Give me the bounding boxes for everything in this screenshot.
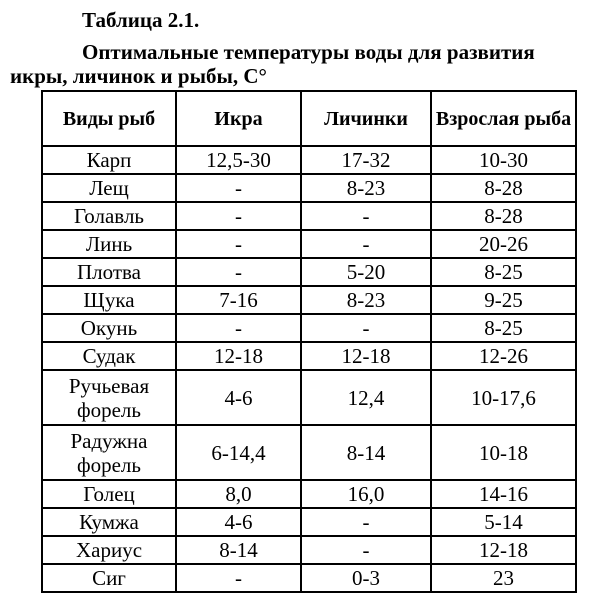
cell-larvae: -: [301, 508, 431, 536]
table-header-row: [42, 91, 576, 146]
cell-larvae: -: [301, 230, 431, 258]
cell-species: Радужна форель: [42, 425, 176, 480]
table-row: [42, 508, 576, 536]
header-species: Виды рыб: [42, 91, 176, 146]
cell-adult: 20-26: [431, 230, 576, 258]
cell-larvae: 16,0: [301, 480, 431, 508]
cell-larvae: -: [301, 202, 431, 230]
cell-larvae: 8-23: [301, 286, 431, 314]
header-larvae: Личинки: [301, 91, 431, 146]
cell-larvae: 12,4: [301, 370, 431, 425]
cell-species: Плотва: [42, 258, 176, 286]
cell-eggs: -: [176, 258, 301, 286]
table-row: [42, 146, 576, 174]
caption-title-line1: Оптимальные температуры воды для развития: [82, 40, 535, 64]
cell-eggs: 6-14,4: [176, 425, 301, 480]
cell-species: Голавль: [42, 202, 176, 230]
cell-adult: 9-25: [431, 286, 576, 314]
table-row: [42, 370, 576, 425]
cell-eggs: 12-18: [176, 342, 301, 370]
table-row: [42, 174, 576, 202]
cell-larvae: -: [301, 536, 431, 564]
cell-larvae: 0-3: [301, 564, 431, 592]
cell-larvae: 17-32: [301, 146, 431, 174]
caption-number: Таблица 2.1.: [82, 8, 200, 32]
cell-species: Ручьевая форель: [42, 370, 176, 425]
cell-eggs: 12,5-30: [176, 146, 301, 174]
table-row: [42, 230, 576, 258]
header-adult: [431, 91, 576, 146]
table-row: [42, 258, 576, 286]
header-eggs: Икра: [176, 91, 301, 146]
cell-adult: 8-25: [431, 314, 576, 342]
cell-adult: 8-28: [431, 174, 576, 202]
cell-adult: 14-16: [431, 480, 576, 508]
table-row: [42, 564, 576, 592]
cell-eggs: -: [176, 314, 301, 342]
table-row: [42, 536, 576, 564]
cell-eggs: 4-6: [176, 370, 301, 425]
cell-adult: 8-28: [431, 202, 576, 230]
cell-eggs: 7-16: [176, 286, 301, 314]
cell-eggs: 4-6: [176, 508, 301, 536]
cell-adult: 12-18: [431, 536, 576, 564]
cell-eggs: 8-14: [176, 536, 301, 564]
cell-species: Хариус: [42, 536, 176, 564]
cell-species: Лещ: [42, 174, 176, 202]
cell-adult: 10-18: [431, 425, 576, 480]
caption-title-line2: икры, личинок и рыбы, С°: [10, 64, 267, 88]
table-row: [42, 342, 576, 370]
cell-larvae: 8-23: [301, 174, 431, 202]
cell-eggs: 8,0: [176, 480, 301, 508]
table-row: [42, 314, 576, 342]
cell-species: Судак: [42, 342, 176, 370]
cell-adult: 5-14: [431, 508, 576, 536]
cell-eggs: -: [176, 230, 301, 258]
table-row: [42, 425, 576, 480]
cell-adult: 10-17,6: [431, 370, 576, 425]
cell-adult: 10-30: [431, 146, 576, 174]
cell-species: Окунь: [42, 314, 176, 342]
cell-eggs: -: [176, 202, 301, 230]
cell-eggs: -: [176, 564, 301, 592]
fish-temperature-table: [41, 90, 577, 593]
cell-larvae: 12-18: [301, 342, 431, 370]
cell-adult: 23: [431, 564, 576, 592]
cell-species: Сиг: [42, 564, 176, 592]
cell-larvae: -: [301, 314, 431, 342]
table-row: [42, 286, 576, 314]
cell-adult: 8-25: [431, 258, 576, 286]
cell-species: Щука: [42, 286, 176, 314]
cell-species: Голец: [42, 480, 176, 508]
cell-adult: 12-26: [431, 342, 576, 370]
cell-larvae: 8-14: [301, 425, 431, 480]
cell-species: Линь: [42, 230, 176, 258]
header-adult-label: Взрослая рыба: [435, 107, 572, 130]
cell-larvae: 5-20: [301, 258, 431, 286]
table-row: [42, 480, 576, 508]
cell-species: Кумжа: [42, 508, 176, 536]
cell-eggs: -: [176, 174, 301, 202]
cell-species: Карп: [42, 146, 176, 174]
table-row: [42, 202, 576, 230]
